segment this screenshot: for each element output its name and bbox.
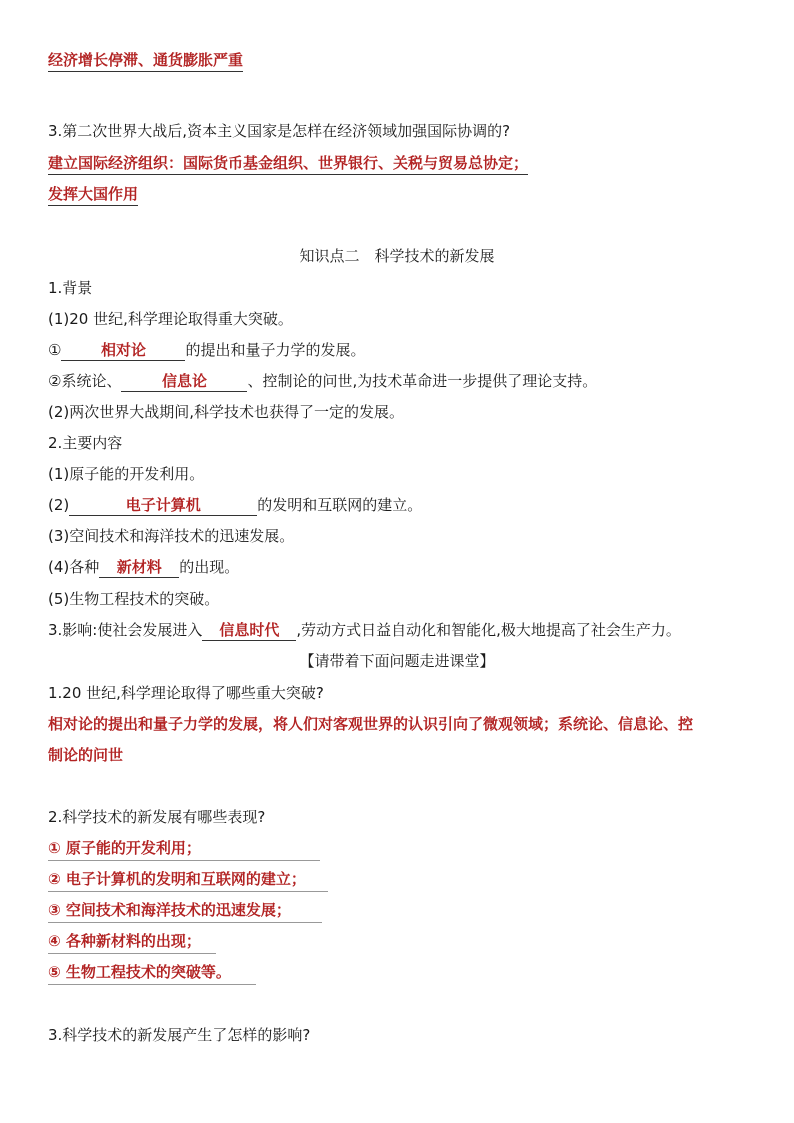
content-item-4: (4)各种 新材料 的出现。 [48,558,240,576]
blank-information-theory: 信息论 [121,372,247,392]
classroom-question-3: 3.科学技术的新发展产生了怎样的影响? [48,1026,311,1044]
content-item-2: (2) 电子计算机 的发明和互联网的建立。 [48,496,423,514]
background-item-1: (1)20 世纪,科学理论取得重大突破。 [48,310,293,328]
impact-line: 3.影响:使社会发展进入 信息时代 ,劳动方式日益自动化和智能化,极大地提高了社会生产力。 [48,621,681,639]
classroom-answer-2-item-2: ② 电子计算机的发明和互联网的建立； [48,869,328,892]
classroom-question-2: 2.科学技术的新发展有哪些表现? [48,808,266,826]
blank-computer: 电子计算机 [69,496,257,516]
answer-3-line-1: 建立国际经济组织：国际货币基金组织、世界银行、关税与贸易总协定； [48,153,528,173]
classroom-answer-2-item-3: ③ 空间技术和海洋技术的迅速发展； [48,900,322,923]
content-item-3: (3)空间技术和海洋技术的迅速发展。 [48,527,295,545]
classroom-heading: 【请带着下面问题走进课堂】 [299,652,495,670]
answer-3-line-2: 发挥大国作用 [48,184,138,204]
background-item-1b: ②系统论、 信息论 、控制论的问世,为技术革命进一步提供了理论支持。 [48,372,598,390]
classroom-answer-1-line-1: 相对论的提出和量子力学的发展，将人们对客观世界的认识引向了微观领域；系统论、信息论、控 [48,715,694,733]
content-item-1: (1)原子能的开发利用。 [48,465,205,483]
section-title: 知识点二 科学技术的新发展 [299,247,495,265]
blank-new-materials: 新材料 [99,558,179,578]
question-3-international-coordination: 3.第二次世界大战后,资本主义国家是怎样在经济领域加强国际协调的? [48,122,511,140]
classroom-answer-2-item-4: ④ 各种新材料的出现； [48,931,216,954]
answer-economy-stagnation: 经济增长停滞、通货膨胀严重 [48,50,243,70]
background-item-1a: ① 相对论 的提出和量子力学的发展。 [48,341,366,359]
content-item-5: (5)生物工程技术的突破。 [48,590,220,608]
classroom-answer-2-item-1: ① 原子能的开发利用； [48,838,320,861]
background-heading: 1.背景 [48,279,93,297]
blank-relativity: 相对论 [61,341,185,361]
background-item-2: (2)两次世界大战期间,科学技术也获得了一定的发展。 [48,403,405,421]
classroom-answer-1-line-2: 制论的问世 [48,746,124,764]
blank-information-age: 信息时代 [202,621,296,641]
classroom-question-1: 1.20 世纪,科学理论取得了哪些重大突破? [48,684,324,702]
content-heading: 2.主要内容 [48,434,123,452]
classroom-answer-2-item-5: ⑤ 生物工程技术的突破等。 [48,962,256,985]
